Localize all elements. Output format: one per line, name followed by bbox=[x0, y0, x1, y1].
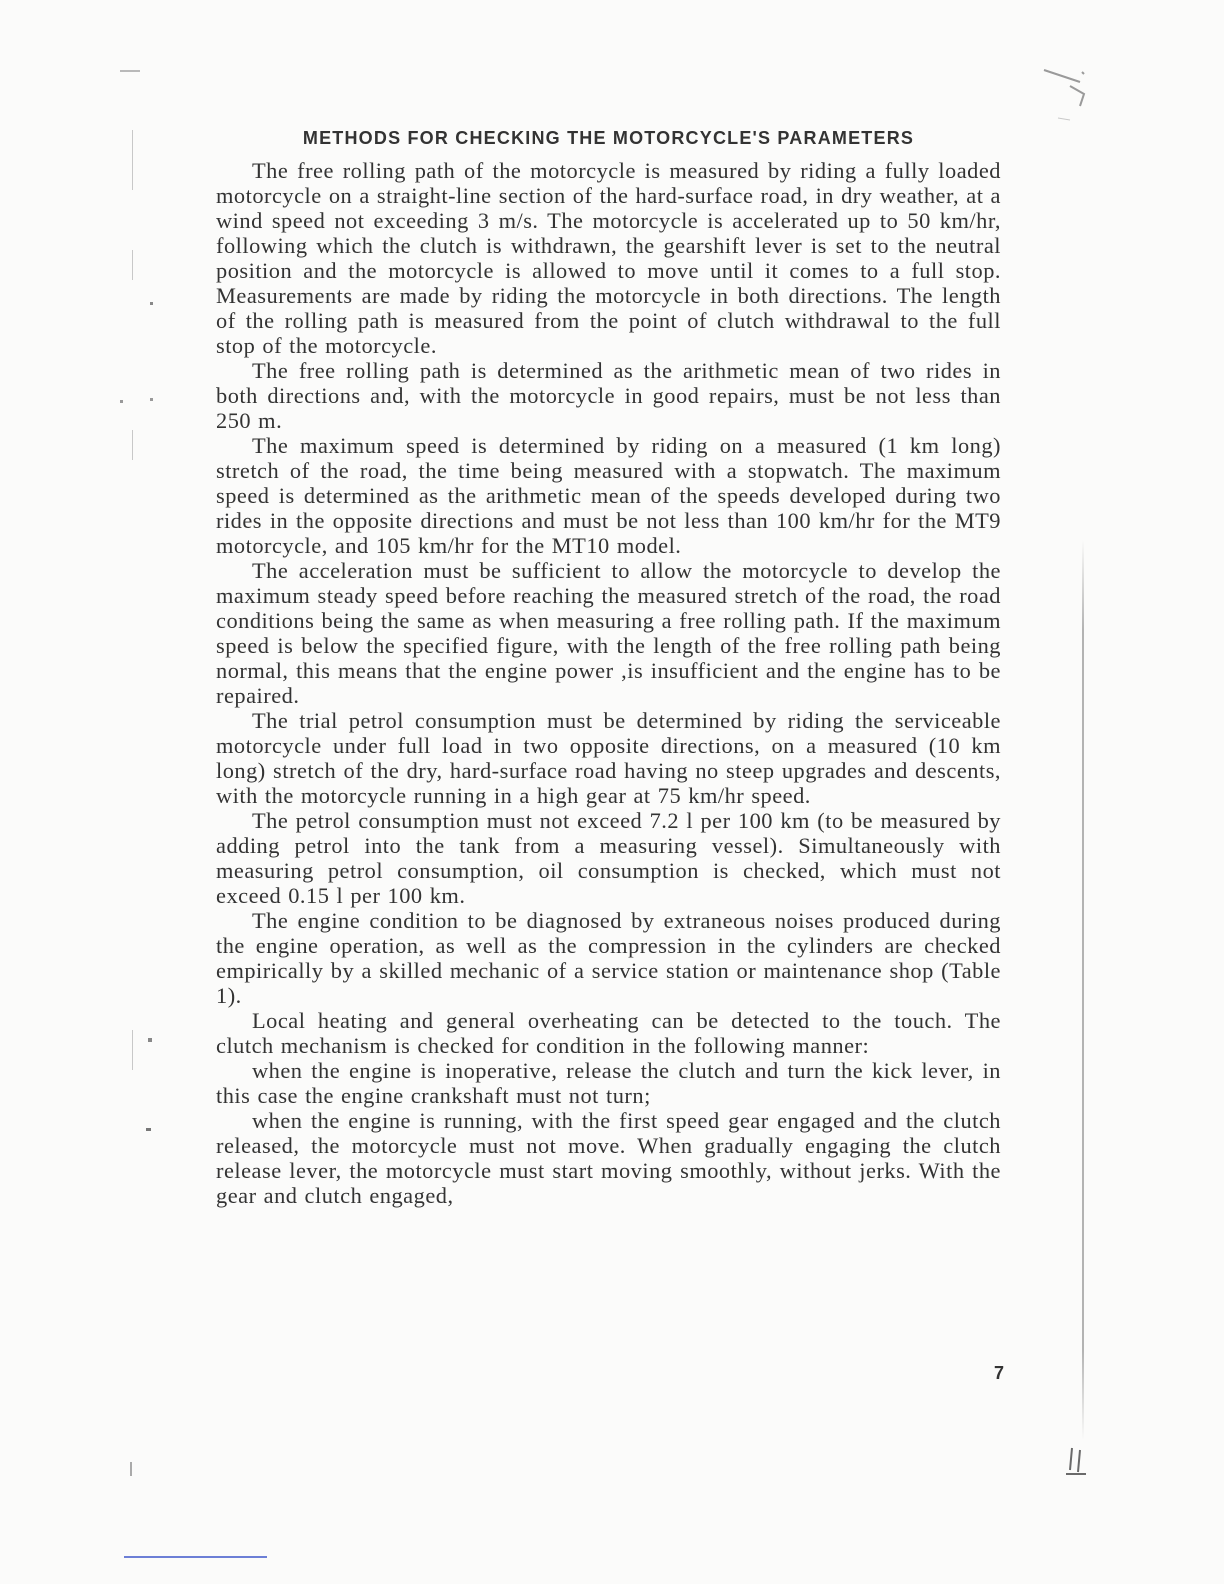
scan-left-edge bbox=[132, 1030, 133, 1070]
body-text bbox=[216, 158, 1001, 1208]
scan-speck bbox=[120, 400, 123, 403]
paragraph-heating-clutch: Local heating and general overheating can be detected to the touch. The clutch mechanism is checked for condition in the following manner: bbox=[216, 1008, 1001, 1058]
scan-bottom-rule bbox=[124, 1556, 267, 1558]
scan-speck bbox=[150, 398, 153, 401]
scan-left-edge bbox=[132, 430, 133, 460]
scan-left-edge bbox=[132, 250, 133, 280]
paragraph-engine-inoperative: when the engine is inoperative, release the clutch and turn the kick lever, in this case the engine crankshaft must not turn; bbox=[216, 1058, 1001, 1108]
scan-speck bbox=[148, 1038, 152, 1042]
page-heading: METHODS FOR CHECKING THE MOTORCYCLE'S PARAMETERS bbox=[302, 128, 915, 148]
paragraph-engine-condition: The engine condition to be diagnosed by extraneous noises produced during the engine operation, as well as the compression in the cylinders are checked empirically by a skilled mechanic of a service station or maintenance shop (Table 1). bbox=[216, 908, 1001, 1008]
corner-scribble-icon bbox=[1040, 66, 1090, 126]
scan-right-edge bbox=[1082, 540, 1084, 1440]
paragraph-free-rolling-path: The free rolling path of the motorcycle is measured by riding a fully loaded motorcycle on a straight-line section of the hard-surface road, in dry weather, at a wind speed not exceeding 3 m/s. The motorcycle is accelerated up to 50 km/hr, following which the clutch is withdrawn, the gearshift lever is set to the neutral position and the motorcycle is allowed to move until it comes to a full stop. Measurements are made by riding the motorcycle in both directions. The length of the rolling path is measured from the point of clutch withdrawal to the full stop of the motorcycle. bbox=[216, 158, 1001, 358]
paragraph-trial-petrol-consumption: The trial petrol consumption must be determined by riding the serviceable motorcycle under full load in two opposite directions, on a measured (10 km long) stretch of the dry, hard-surface road having no steep upgrades and descents, with the motorcycle running in a high gear at 75 km/hr speed. bbox=[216, 708, 1001, 808]
scan-speck bbox=[130, 1462, 132, 1476]
paragraph-petrol-consumption-limit: The petrol consumption must not exceed 7.2 l per 100 km (to be measured by adding petrol into the tank from a measuring vessel). Simultaneously with measuring petrol consumption, oil consumption is checked, which must not exceed 0.15 l per 100 km. bbox=[216, 808, 1001, 908]
paragraph-engine-running: when the engine is running, with the first speed gear engaged and the clutch released, the motorcycle must not move. When gradually engaging the clutch release lever, the motorcycle must start moving smoothly, without jerks. With the gear and clutch engaged, bbox=[216, 1108, 1001, 1208]
bottom-right-scribble-icon bbox=[1062, 1440, 1092, 1480]
scan-speck bbox=[150, 302, 153, 305]
paragraph-maximum-speed: The maximum speed is determined by riding on a measured (1 km long) stretch of the road, the time being measured with a stopwatch. The maximum speed is determined as the arithmetic mean of the speeds developed during two rides in the opposite directions and must be not less than 100 km/hr for the MT9 motorcycle, and 105 km/hr for the MT10 model. bbox=[216, 433, 1001, 558]
scan-speck bbox=[146, 1128, 151, 1131]
page-number: 7 bbox=[993, 1363, 1004, 1383]
paragraph-acceleration: The acceleration must be sufficient to allow the motorcycle to develop the maximum steady speed before reaching the measured stretch of the road, the road conditions being the same as when measuring a free rolling path. If the maximum speed is below the specified figure, with the length of the free rolling path being normal, this means that the engine power ,is insufficient and the engine has to be repaired. bbox=[216, 558, 1001, 708]
paragraph-free-rolling-mean: The free rolling path is determined as the arithmetic mean of two rides in both directions and, with the motorcycle in good repairs, must be not less than 250 m. bbox=[216, 358, 1001, 433]
scan-left-edge bbox=[132, 130, 133, 190]
scan-speck bbox=[120, 70, 140, 72]
